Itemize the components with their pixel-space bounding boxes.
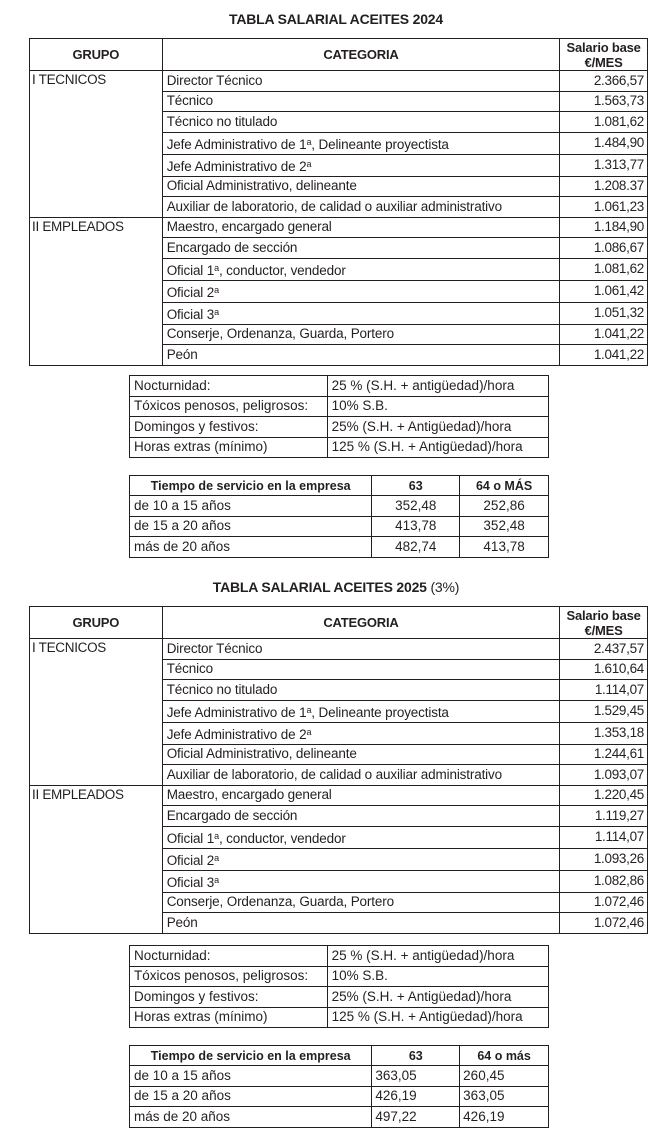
ordinal-sup: a: [214, 874, 219, 885]
ordinal-sup: a: [214, 830, 219, 841]
value-63: 426,19: [372, 1086, 460, 1107]
plus-row: [130, 417, 549, 438]
salario-cell: 1.353,18: [560, 722, 648, 744]
salario-cell: 1.061,23: [560, 197, 648, 218]
value-64: 426,19: [460, 1107, 549, 1128]
header-grupo: GRUPO: [30, 39, 163, 71]
salario-cell: 1.529,45: [560, 700, 648, 722]
value-63: 497,22: [372, 1107, 460, 1128]
plus-label: Tóxicos penosos, peligrosos:: [130, 396, 328, 417]
salario-cell: 1.114,07: [560, 826, 648, 848]
categoria-cell: [162, 154, 560, 176]
pluses-table-2024: [129, 375, 549, 458]
categoria-cell: Director Técnico: [162, 639, 560, 660]
ordinal-sup: a: [306, 158, 312, 169]
table-row: [30, 217, 648, 238]
categoria-text: Jefe Administrativo de 1: [166, 136, 307, 152]
table-row: [30, 71, 648, 92]
header-salario-line2: €/MES: [584, 622, 623, 638]
categoria-text: Jefe Administrativo de 2: [166, 158, 307, 174]
table-row: [30, 639, 648, 660]
categoria-cell: Encargado de sección: [162, 238, 560, 259]
categoria-cell: [162, 132, 560, 154]
plus-value: 25 % (S.H. + antigüedad)/hora: [327, 946, 548, 967]
value-64: 252,86: [460, 496, 549, 517]
categoria-text: Oficial 2: [166, 284, 215, 300]
table-row: [30, 785, 648, 806]
header-row: [130, 476, 549, 496]
categoria-text: Oficial 2: [166, 852, 215, 868]
salario-cell: 1.072,46: [560, 892, 648, 913]
table-row: [130, 496, 549, 517]
plus-label: Domingos y festivos:: [130, 987, 328, 1008]
categoria-cell: [162, 848, 560, 870]
salario-cell: 1.081,62: [560, 258, 648, 280]
plus-value: 10% S.B.: [327, 966, 548, 987]
pluses-table-2025: [129, 945, 549, 1028]
header-row: [30, 607, 648, 639]
header-grupo: GRUPO: [30, 607, 163, 639]
plus-row: [130, 966, 549, 987]
categoria-cell: [162, 870, 560, 892]
header-categoria: CATEGORIA: [162, 39, 560, 71]
tiempo-cell: de 10 a 15 años: [130, 496, 372, 517]
table-row: [130, 516, 549, 537]
categoria-cell: [162, 302, 560, 324]
categoria-cell: [162, 258, 560, 280]
header-64: 64 o MÁS: [460, 476, 549, 496]
categoria-text: Oficial 1: [166, 262, 215, 278]
categoria-cell: Conserje, Ordenanza, Guarda, Portero: [162, 324, 560, 345]
plus-label: Tóxicos penosos, peligrosos:: [130, 966, 328, 987]
salario-cell: 1.313,77: [560, 154, 648, 176]
categoria-cell: Técnico no titulado: [162, 680, 560, 701]
header-categoria: CATEGORIA: [162, 607, 560, 639]
value-63: 363,05: [372, 1066, 460, 1087]
plus-value: 10% S.B.: [327, 396, 548, 417]
categoria-cell: Maestro, encargado general: [162, 217, 560, 238]
plus-label: Nocturnidad:: [130, 376, 328, 397]
categoria-cell: Auxiliar de laboratorio, de calidad o auxiliar administrativo: [162, 197, 560, 218]
title-2025: [0, 579, 672, 595]
plus-row: [130, 437, 549, 458]
categoria-cell: Director Técnico: [162, 71, 560, 92]
salario-cell: 1.086,67: [560, 238, 648, 259]
categoria-cell: Peón: [162, 913, 560, 934]
header-row: [30, 39, 648, 71]
header-salario-line1: Salario base: [566, 39, 641, 55]
plus-value: 25 % (S.H. + antigüedad)/hora: [327, 376, 548, 397]
table-row: [130, 1066, 549, 1087]
tiempo-cell: de 15 a 20 años: [130, 516, 372, 537]
header-salario-line1: Salario base: [566, 607, 641, 623]
salary-table-2024: [29, 38, 648, 366]
salario-cell: 1.119,27: [560, 806, 648, 827]
categoria-cell: [162, 280, 560, 302]
categoria-text: , Delineante proyectista: [311, 704, 449, 720]
categoria-cell: [162, 826, 560, 848]
salario-cell: 1.041,22: [560, 345, 648, 366]
plus-label: Domingos y festivos:: [130, 417, 328, 438]
group-tecnicos: I TECNICOS: [30, 639, 163, 786]
tiempo-cell: de 10 a 15 años: [130, 1066, 372, 1087]
categoria-text: , Delineante proyectista: [311, 136, 449, 152]
salario-cell: 2.437,57: [560, 639, 648, 660]
categoria-cell: Conserje, Ordenanza, Guarda, Portero: [162, 892, 560, 913]
seniority-table-2024: [129, 475, 549, 558]
salario-cell: 1.081,62: [560, 112, 648, 133]
salario-cell: 2.366,57: [560, 71, 648, 92]
tiempo-cell: más de 20 años: [130, 1107, 372, 1128]
salario-cell: 1.051,32: [560, 302, 648, 324]
plus-label: Nocturnidad:: [130, 946, 328, 967]
salario-cell: 1.114,07: [560, 680, 648, 701]
ordinal-sup: a: [306, 726, 312, 737]
plus-label: Horas extras (mínimo): [130, 437, 328, 458]
categoria-text: Oficial 1: [166, 830, 215, 846]
tiempo-cell: más de 20 años: [130, 537, 372, 558]
categoria-cell: Técnico: [162, 659, 560, 680]
salario-cell: 1.093,07: [560, 765, 648, 786]
ordinal-sup: a: [214, 306, 219, 317]
salario-cell: 1.244,61: [560, 744, 648, 765]
header-63: 63: [372, 476, 460, 496]
table-row: [130, 537, 549, 558]
salario-cell: 1.563,73: [560, 91, 648, 112]
salario-cell: 1.072,46: [560, 913, 648, 934]
group-tecnicos: I TECNICOS: [30, 71, 163, 218]
plus-row: [130, 1007, 549, 1028]
value-63: 482,74: [372, 537, 460, 558]
header-salario: [560, 607, 648, 639]
header-tiempo: Tiempo de servicio en la empresa: [130, 476, 372, 496]
salario-cell: 1.484,90: [560, 132, 648, 154]
categoria-cell: Técnico no titulado: [162, 112, 560, 133]
categoria-cell: [162, 722, 560, 744]
plus-value: 125 % (S.H. + Antigüedad)/hora: [327, 437, 548, 458]
categoria-cell: Peón: [162, 345, 560, 366]
value-63: 413,78: [372, 516, 460, 537]
plus-row: [130, 376, 549, 397]
categoria-text: Oficial 3: [166, 306, 215, 322]
ordinal-sup: a: [306, 136, 312, 147]
salario-cell: 1.610,64: [560, 659, 648, 680]
salary-table-2025: [29, 606, 648, 934]
salario-cell: 1.093,26: [560, 848, 648, 870]
seniority-table-2025: [129, 1045, 549, 1128]
categoria-cell: Oficial Administrativo, delineante: [162, 176, 560, 197]
table-row: [130, 1086, 549, 1107]
categoria-text: Jefe Administrativo de 1: [166, 704, 307, 720]
plus-row: [130, 946, 549, 967]
salario-cell: 1.041,22: [560, 324, 648, 345]
ordinal-sup: a: [306, 704, 312, 715]
salario-cell: 1.208.37: [560, 176, 648, 197]
categoria-cell: Oficial Administrativo, delineante: [162, 744, 560, 765]
header-64: 64 o más: [460, 1046, 549, 1066]
categoria-cell: Encargado de sección: [162, 806, 560, 827]
ordinal-sup: a: [214, 852, 219, 863]
categoria-cell: [162, 700, 560, 722]
plus-row: [130, 987, 549, 1008]
value-64: 413,78: [460, 537, 549, 558]
value-64: 260,45: [460, 1066, 549, 1087]
value-63: 352,48: [372, 496, 460, 517]
salario-cell: 1.082,86: [560, 870, 648, 892]
header-row: [130, 1046, 549, 1066]
tiempo-cell: de 15 a 20 años: [130, 1086, 372, 1107]
plus-value: 25% (S.H. + Antigüedad)/hora: [327, 417, 548, 438]
categoria-cell: Auxiliar de laboratorio, de calidad o auxiliar administrativo: [162, 765, 560, 786]
title-text: TABLA SALARIAL ACEITES 2024: [229, 11, 443, 27]
header-salario-line2: €/MES: [584, 54, 623, 70]
plus-value: 25% (S.H. + Antigüedad)/hora: [327, 987, 548, 1008]
title-text: TABLA SALARIAL ACEITES 2025: [212, 579, 427, 595]
salario-cell: 1.184,90: [560, 217, 648, 238]
value-64: 352,48: [460, 516, 549, 537]
categoria-text: Oficial 3: [166, 874, 215, 890]
plus-label: Horas extras (mínimo): [130, 1007, 328, 1028]
header-salario: [560, 39, 648, 71]
plus-value: 125 % (S.H. + Antigüedad)/hora: [327, 1007, 548, 1028]
categoria-text: Jefe Administrativo de 2: [166, 726, 307, 742]
header-tiempo: Tiempo de servicio en la empresa: [130, 1046, 372, 1066]
categoria-cell: Maestro, encargado general: [162, 785, 560, 806]
header-63: 63: [372, 1046, 460, 1066]
title-suffix: (3%): [430, 579, 460, 595]
title-2024: [0, 11, 672, 27]
table-row: [130, 1107, 549, 1128]
plus-row: [130, 396, 549, 417]
salario-cell: 1.061,42: [560, 280, 648, 302]
categoria-text: , conductor, vendedor: [218, 262, 346, 278]
group-empleados: II EMPLEADOS: [30, 217, 163, 365]
salario-cell: 1.220,45: [560, 785, 648, 806]
ordinal-sup: a: [214, 284, 219, 295]
categoria-cell: Técnico: [162, 91, 560, 112]
categoria-text: , conductor, vendedor: [218, 830, 346, 846]
group-empleados: II EMPLEADOS: [30, 785, 163, 933]
value-64: 363,05: [460, 1086, 549, 1107]
ordinal-sup: a: [214, 262, 219, 273]
